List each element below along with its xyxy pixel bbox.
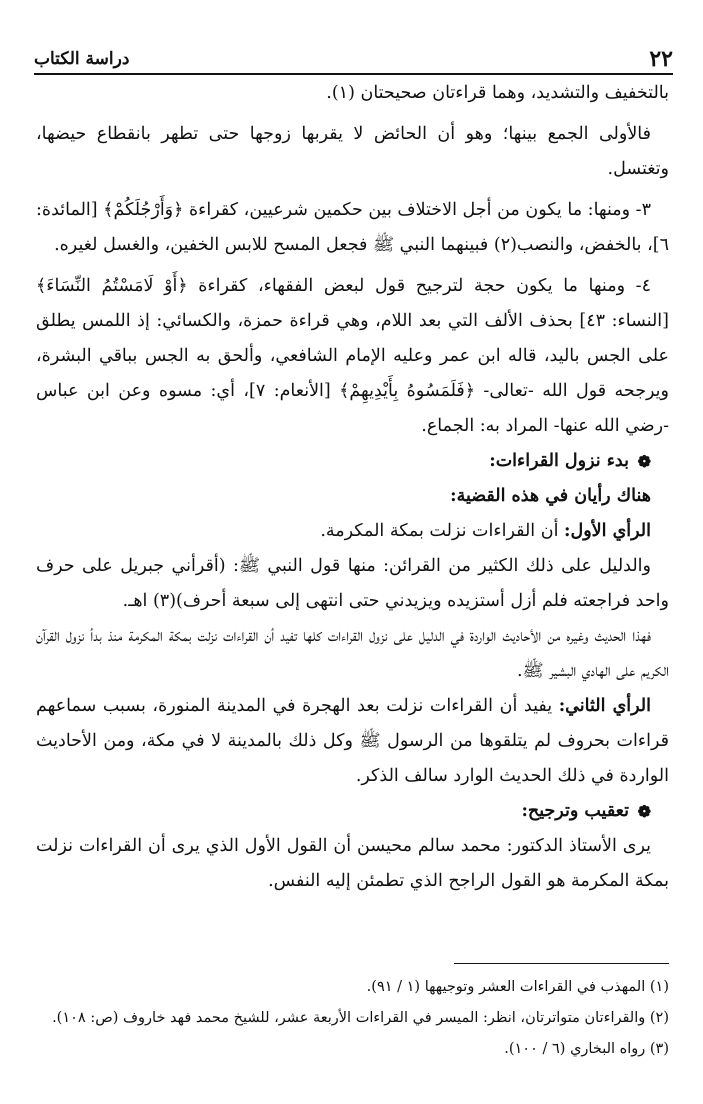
flower-ornament-icon: ❁ bbox=[637, 801, 651, 821]
paragraph-2: فالأولى الجمع بينها؛ وهو أن الحائض لا يقربها زوجها حتى تطهر بانقطاع حيضها، وتغتسل. bbox=[36, 124, 669, 179]
paragraph-7: فهذا الحديث وغيره من الأحاديث الواردة في الدليل على نزول القراءات كلها تفيد أن القراءات نزلت بمكة المكرمة منذ بدأ نزول القرآن الكريم على الهادي البشير ﷺ. bbox=[36, 626, 669, 681]
section-heading-1 bbox=[36, 444, 669, 479]
paragraph-3: ٣- ومنها: ما يكون من أجل الاختلاف بين حكمين شرعيين، كقراءة ﴿وَأَرْجُلَكُمْ﴾ [المائدة: ٦]، بالخفض، والنصب(٢) فبينهما النبي ﷺ فجعل المسح للابس الخفين، والغسل لغيره. bbox=[36, 200, 669, 255]
paragraph-6: والدليل على ذلك الكثير من القرائن: منها قول النبي ﷺ: (أقرأني جبريل على حرف واحد فراجعته فلم أزل أستزيده ويزيدني حتى انتهى إلى سبعة أحرف)(٣) اهـ. bbox=[36, 556, 669, 611]
footnote-2: (٢) والقراءتان متواترتان، انظر: الميسر في القراءات الأربعة عشر، للشيخ محمد فهد خاروف (ص: ١٠٨). bbox=[52, 1010, 669, 1026]
opinion-1-label: الرأي الأول: bbox=[564, 521, 651, 541]
opinion-2 bbox=[36, 689, 669, 794]
opinion-1 bbox=[36, 514, 669, 549]
opinion-2-label: الرأي الثاني: bbox=[558, 696, 651, 716]
footnote-3: (٣) رواه البخاري (٦ / ١٠٠). bbox=[504, 1041, 669, 1057]
flower-ornament-icon: ❁ bbox=[637, 451, 651, 471]
section-heading-2-text: تعقيب وترجيح: bbox=[521, 801, 629, 821]
section-heading-1-text: بدء نزول القراءات: bbox=[489, 451, 629, 471]
footnotes bbox=[36, 972, 669, 1065]
page-header bbox=[34, 44, 673, 74]
paragraph-8: يرى الأستاذ الدكتور: محمد سالم محيسن أن القول الأول الذي يرى أن القراءات نزلت بمكة المكرمة هو القول الراجح الذي تطمئن إليه النفس. bbox=[36, 836, 669, 891]
opinion-2-text: يفيد أن القراءات نزلت بعد الهجرة في المدينة المنورة، بسبب سماعهم قراءات بحروف لم يتلقوها من الرسول ﷺ وكل ذلك بالمدينة لا في مكة، ومن الأحاديث الواردة في ذلك الحديث الوارد سالف الذكر. bbox=[36, 696, 669, 786]
footnote-1: (١) المهذب في القراءات العشر وتوجيهها (١ / ٩١). bbox=[366, 979, 669, 995]
opinion-1-text: أن القراءات نزلت بمكة المكرمة. bbox=[320, 521, 559, 541]
main-text bbox=[36, 76, 669, 899]
page-number: ٢٢ bbox=[649, 46, 673, 72]
running-title: دراسة الكتاب bbox=[34, 49, 130, 69]
paragraph-5: هناك رأيان في هذه القضية: bbox=[450, 486, 651, 506]
paragraph-1: بالتخفيف والتشديد، وهما قراءتان صحيحتان (١). bbox=[326, 83, 669, 103]
paragraph-4: ٤- ومنها ما يكون حجة لترجيح قول لبعض الفقهاء، كقراءة ﴿أَوْ لَامَسْتُمُ النِّسَاءَ﴾ [النساء: ٤٣] بحذف الألف التي بعد اللام، وهي قراءة حمزة، والكسائي: إذ اللمس يطلق على الجس باليد، قاله ابن عمر وعليه الإمام الشافعي، وألحق به الجس بباقي البشرة، ويرجحه قول الله -تعالى- ﴿فَلَمَسُوهُ بِأَيْدِيهِمْ﴾ [الأنعام: ٧]، أي: مسوه وعن ابن عباس -رضي الله عنها- المراد به: الجماع. bbox=[36, 276, 670, 436]
footnote-rule bbox=[454, 963, 669, 964]
section-heading-2 bbox=[36, 794, 669, 829]
header-rule bbox=[34, 73, 673, 75]
